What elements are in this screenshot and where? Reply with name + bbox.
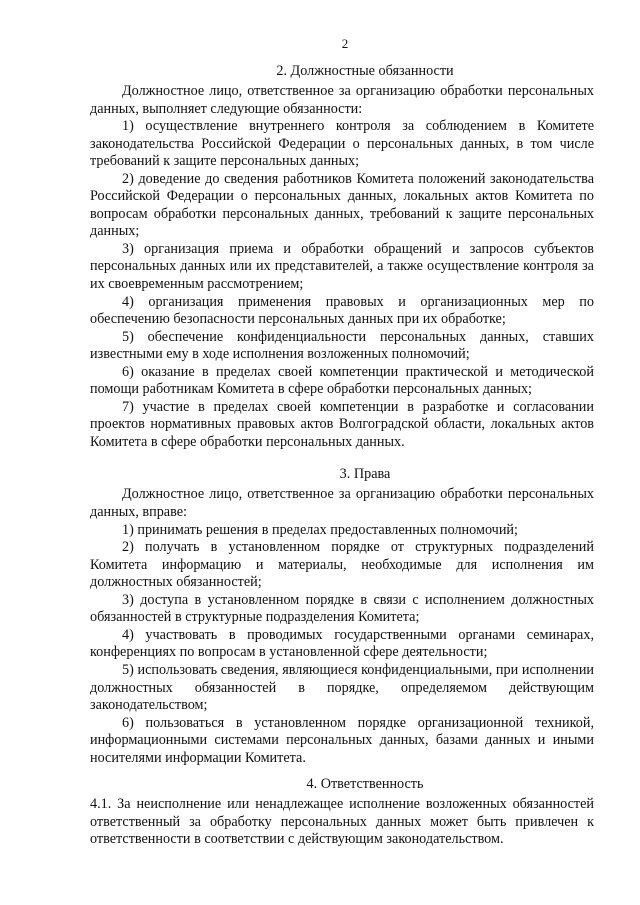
section-3-item-5: 5) использовать сведения, являющиеся конфиденциальными, при исполнении должностных обязанностей в порядке, определяемом действующим законодательством; — [90, 661, 594, 714]
section-3-lead: Должностное лицо, ответственное за организацию обработки персональных данных, вправе: — [90, 486, 594, 521]
section-4-item-1: 4.1. За неисполнение или ненадлежащее исполнение возложенных обязанностей ответственный за обработку персональных данных может быть привлечен к ответственности в соответствии с действующим законодательством. — [90, 796, 594, 848]
section-4-heading: 4. Ответственность — [306, 776, 424, 793]
section-2-heading: 2. Должностные обязанности — [276, 63, 454, 79]
section-3-item-3: 3) доступа в установленном порядке в связи с исполнением должностных обязанностей в структурные подразделения Комитета; — [90, 591, 594, 626]
section-2-item-6: 6) оказание в пределах своей компетенции практической и методической помощи работникам Комитета в сфере обработки персональных данных; — [90, 363, 594, 398]
section-2-item-3: 3) организация приема и обработки обращений и запросов субъектов персональных данных или их представителей, а также осуществление контроля за их своевременным рассмотрением; — [90, 240, 594, 293]
page-number: 2 — [341, 36, 349, 51]
section-2-item-5: 5) обеспечение конфиденциальности персональных данных, ставших известными ему в ходе исполнения возложенных полномочий; — [90, 328, 594, 363]
section-2-item-1: 1) осуществление внутреннего контроля за соблюдением в Комитете законодательства Российской Федерации о персональных данных, в том числе требований к защите персональных данных; — [90, 118, 594, 170]
section-3-heading: 3. Права — [339, 466, 391, 483]
document-page — [90, 36, 594, 849]
section-3-item-4: 4) участвовать в проводимых государственными органами семинарах, конференциях по вопросам в установленной сфере деятельности; — [90, 626, 594, 661]
section-2-item-4: 4) организация применения правовых и организационных мер по обеспечению безопасности персональных данных при их обработке; — [90, 293, 594, 328]
section-3-item-2: 2) получать в установленном порядке от структурных подразделений Комитета информацию и материалы, необходимые для исполнения им должностных обязанностей; — [90, 539, 594, 591]
section-3-item-6: 6) пользоваться в установленном порядке организационной техникой, информационными системами персональных данных, базами данных и иными носителями информации Комитета. — [90, 714, 594, 766]
section-2-item-7: 7) участие в пределах своей компетенции в разработке и согласовании проектов нормативных правовых актов Волгоградской области, локальных актов Комитета в сфере обработки персональных данных. — [90, 398, 594, 450]
section-2-lead: Должностное лицо, ответственное за организацию обработки персональных данных, выполняет следующие обязанности: — [90, 83, 594, 117]
section-3-item-1: 1) принимать решения в пределах предоставленных полномочий; — [122, 521, 518, 538]
section-2-item-2: 2) доведение до сведения работников Комитета положений законодательства Российской Федерации о персональных данных, локальных актов Комитета по вопросам обработки персональных данных, требований к защите персональных данных; — [90, 170, 594, 240]
